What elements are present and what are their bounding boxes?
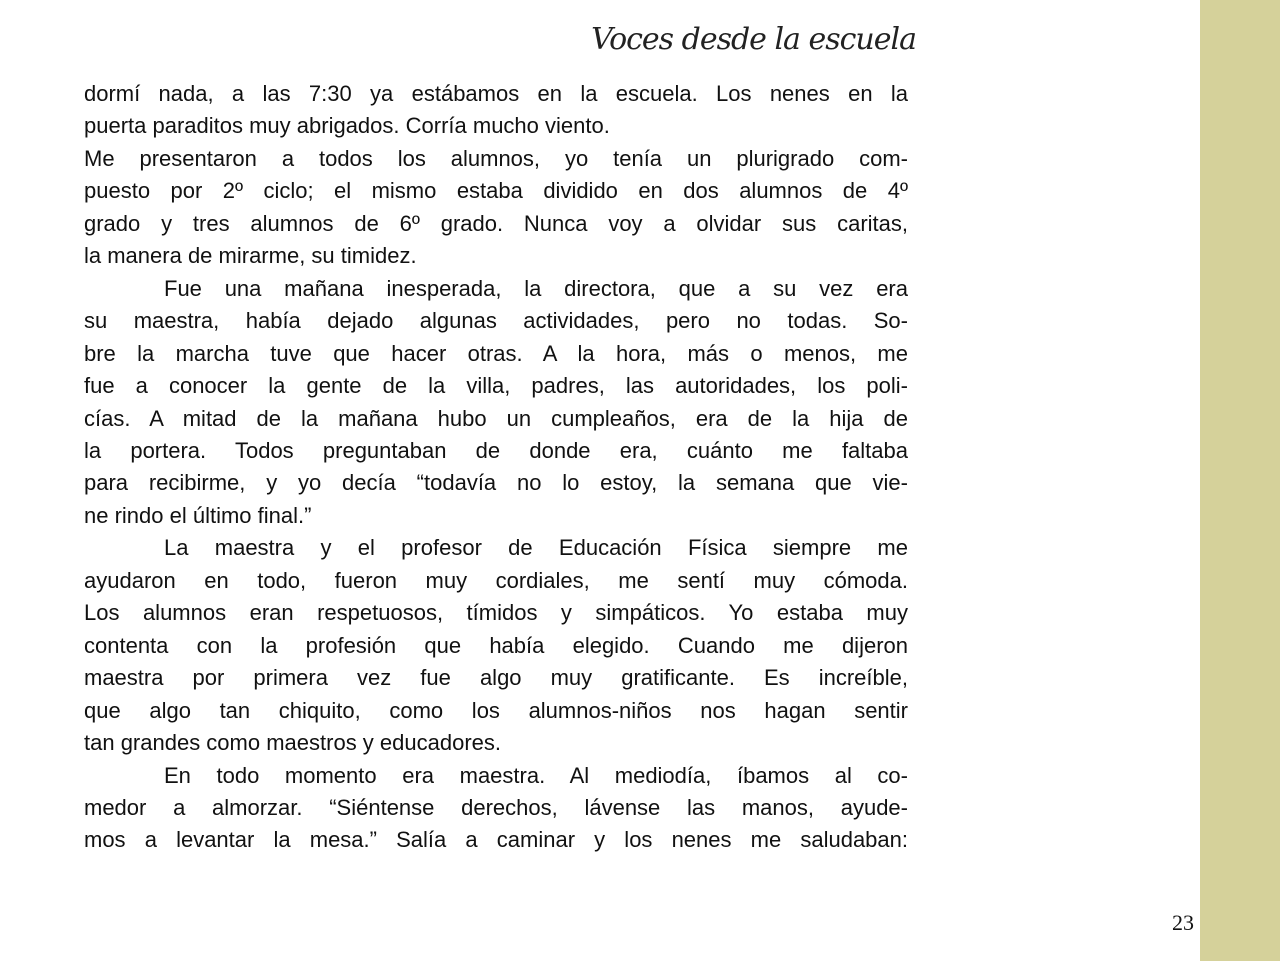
side-color-band bbox=[1200, 0, 1280, 961]
body-text bbox=[84, 78, 908, 857]
text-line: En todo momento era maestra. Al mediodía, íbamos al co- bbox=[164, 762, 908, 788]
text-line: contenta con la profesión que había elegido. Cuando me dijeron bbox=[84, 632, 908, 658]
text-line: dormí nada, a las 7:30 ya estábamos en la escuela. Los nenes en la bbox=[84, 81, 908, 106]
text-line: tan grandes como maestros y educadores. bbox=[84, 730, 502, 756]
text-line: la manera de mirarme, su timidez. bbox=[84, 243, 417, 269]
text-line: Los alumnos eran respetuosos, tímidos y simpáticos. Yo estaba muy bbox=[84, 600, 908, 626]
text-line: puesto por 2º ciclo; el mismo estaba dividido en dos alumnos de 4º bbox=[84, 178, 908, 204]
text-line: Me presentaron a todos los alumnos, yo tenía un plurigrado com- bbox=[84, 145, 908, 171]
text-line: grado y tres alumnos de 6º grado. Nunca voy a olvidar sus caritas, bbox=[84, 210, 908, 236]
running-header: Voces desde la escuela bbox=[591, 22, 916, 57]
page-number: 23 bbox=[1172, 910, 1194, 935]
text-line: medor a almorzar. “Siéntense derechos, lávense las manos, ayude- bbox=[84, 794, 908, 820]
text-line: cías. A mitad de la mañana hubo un cumpleaños, era de la hija de bbox=[84, 405, 908, 431]
text-line: para recibirme, y yo decía “todavía no lo estoy, la semana que vie- bbox=[84, 470, 908, 496]
text-line: Fue una mañana inesperada, la directora, que a su vez era bbox=[164, 275, 908, 301]
text-line: la portera. Todos preguntaban de donde era, cuánto me faltaba bbox=[84, 437, 908, 463]
text-line: La maestra y el profesor de Educación Física siempre me bbox=[164, 535, 908, 561]
text-line: ayudaron en todo, fueron muy cordiales, me sentí muy cómoda. bbox=[84, 567, 908, 593]
text-line: puerta paraditos muy abrigados. Corría mucho viento. bbox=[84, 113, 610, 139]
text-line: su maestra, había dejado algunas actividades, pero no todas. So- bbox=[84, 308, 908, 334]
text-line: ne rindo el último final.” bbox=[84, 502, 312, 528]
text-line: maestra por primera vez fue algo muy gratificante. Es increíble, bbox=[84, 665, 908, 691]
text-line: que algo tan chiquito, como los alumnos-niños nos hagan sentir bbox=[84, 697, 908, 723]
text-line: bre la marcha tuve que hacer otras. A la hora, más o menos, me bbox=[84, 340, 908, 366]
text-line: fue a conocer la gente de la villa, padres, las autoridades, los poli- bbox=[84, 373, 908, 399]
text-line: mos a levantar la mesa.” Salía a caminar y los nenes me saludaban: bbox=[84, 827, 908, 853]
